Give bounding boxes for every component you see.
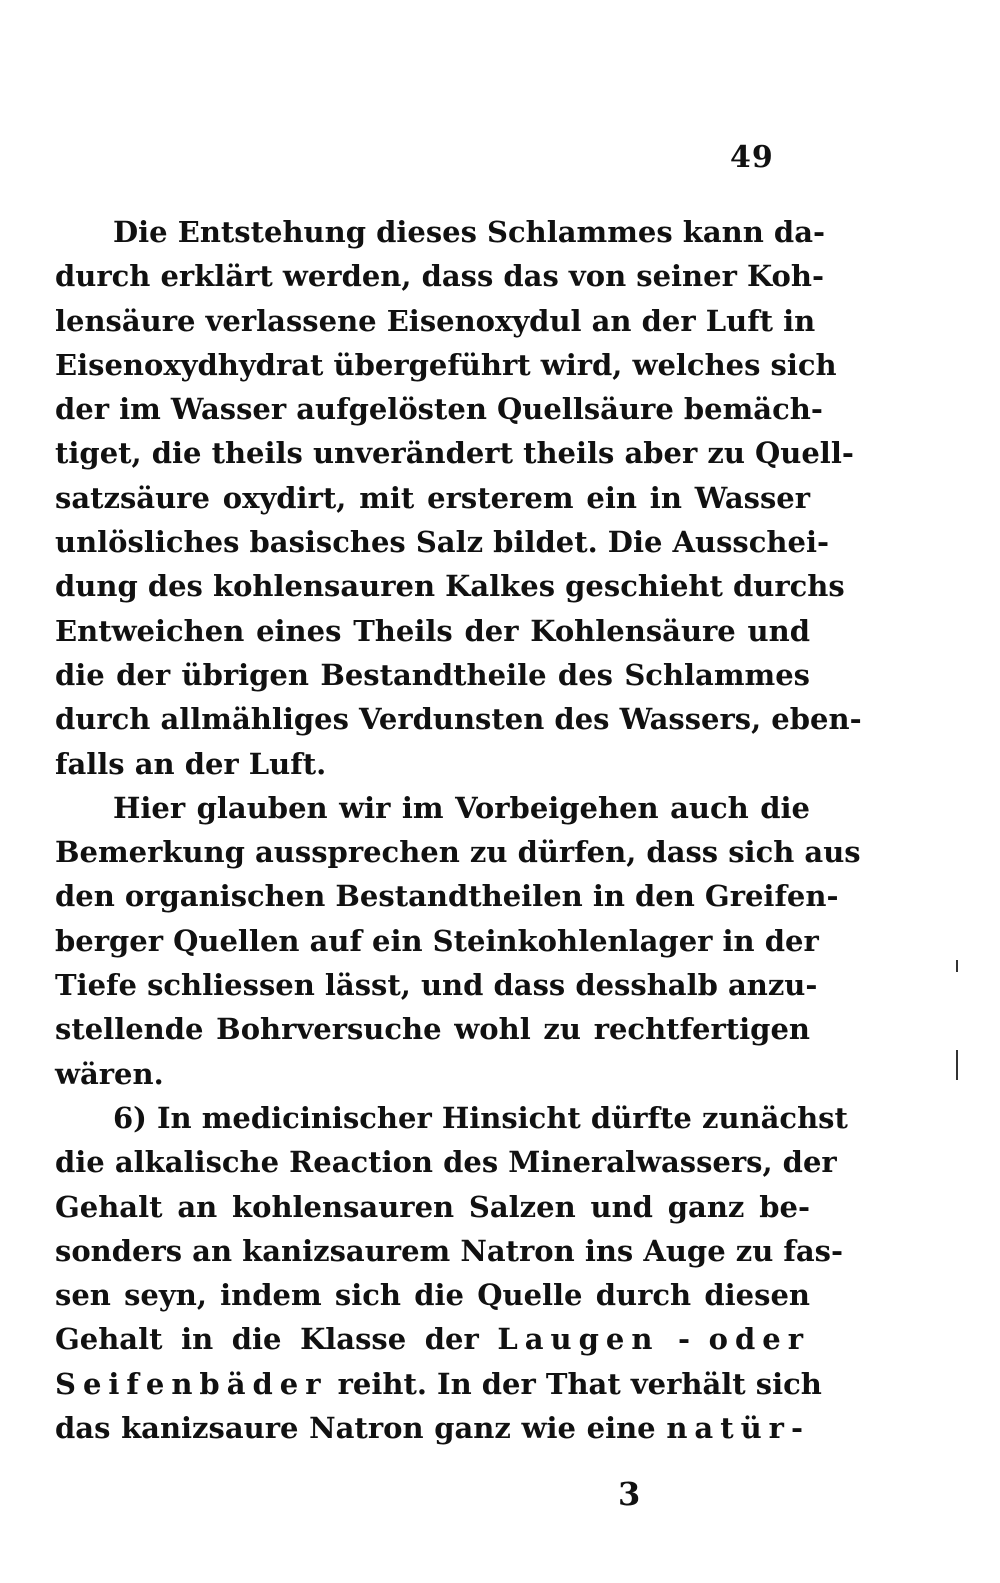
spaced-word-natuer: natür- — [666, 1411, 810, 1446]
text-line: falls an der Luft. — [55, 746, 327, 781]
dash: - — [678, 1322, 691, 1357]
spaced-word-laugen: Laugen — [497, 1322, 660, 1357]
spaced-word-seifenbaeder: Seifenbäder — [55, 1366, 328, 1401]
text-line: die der übrigen Bestandtheile des Schlammes — [55, 657, 810, 692]
text-line: Bemerkung aussprechen zu dürfen, dass sich aus — [55, 835, 861, 870]
text-line: unlösliches basisches Salz bildet. Die Ausschei- — [55, 525, 829, 560]
text-line: Eisenoxydhydrat übergeführt wird, welches sich — [55, 347, 837, 382]
text-line-mixed — [55, 1406, 810, 1450]
text-fragment: reiht. In der That verhält sich — [337, 1366, 822, 1401]
text-line: Gehalt an kohlensauren Salzen und ganz be- — [55, 1189, 810, 1224]
text-fragment: das kanizsaure Natron ganz wie eine — [55, 1411, 656, 1446]
text-line: Tiefe schliessen lässt, und dass desshalb anzu- — [55, 968, 818, 1003]
scan-margin-mark — [956, 960, 958, 972]
text-line: Hier glauben wir im Vorbeigehen auch die — [113, 790, 810, 825]
text-line: die alkalische Reaction des Mineralwassers, der — [55, 1145, 837, 1180]
text-line-mixed — [55, 1317, 810, 1361]
scan-margin-mark — [956, 1050, 958, 1080]
text-line: dung des kohlensauren Kalkes geschieht durchs — [55, 569, 845, 604]
text-line: lensäure verlassene Eisenoxydul an der Luft in — [55, 303, 816, 338]
text-line: durch erklärt werden, dass das von seiner Koh- — [55, 259, 824, 294]
page-number: 49 — [730, 140, 774, 175]
text-line: Entweichen eines Theils der Kohlensäure und — [55, 613, 810, 648]
text-line-mixed — [55, 1362, 822, 1406]
text-line: den organischen Bestandtheilen in den Greifen- — [55, 879, 839, 914]
text-line: durch allmähliges Verdunsten des Wassers, eben- — [55, 702, 862, 737]
text-fragment: Gehalt in die Klasse der — [55, 1322, 479, 1357]
text-body — [55, 210, 862, 1450]
text-line: sen seyn, indem sich die Quelle durch diesen — [55, 1278, 810, 1313]
text-line: stellende Bohrversuche wohl zu rechtfertigen — [55, 1012, 810, 1047]
text-line: sonders an kanizsaurem Natron ins Auge zu fas- — [55, 1233, 844, 1268]
text-line: tiget, die theils unverändert theils aber zu Quell- — [55, 436, 854, 471]
text-line: berger Quellen auf ein Steinkohlenlager in der — [55, 923, 819, 958]
text-line: satzsäure oxydirt, mit ersterem ein in Wasser — [55, 480, 810, 515]
text-line: 6) In medicinischer Hinsicht dürfte zunächst — [113, 1100, 848, 1135]
text-line: der im Wasser aufgelösten Quellsäure bemäch- — [55, 392, 823, 427]
text-line: wären. — [55, 1056, 164, 1091]
signature-mark: 3 — [618, 1475, 641, 1513]
spaced-word-oder: oder — [708, 1322, 810, 1357]
text-line: Die Entstehung dieses Schlammes kann da- — [113, 215, 826, 249]
